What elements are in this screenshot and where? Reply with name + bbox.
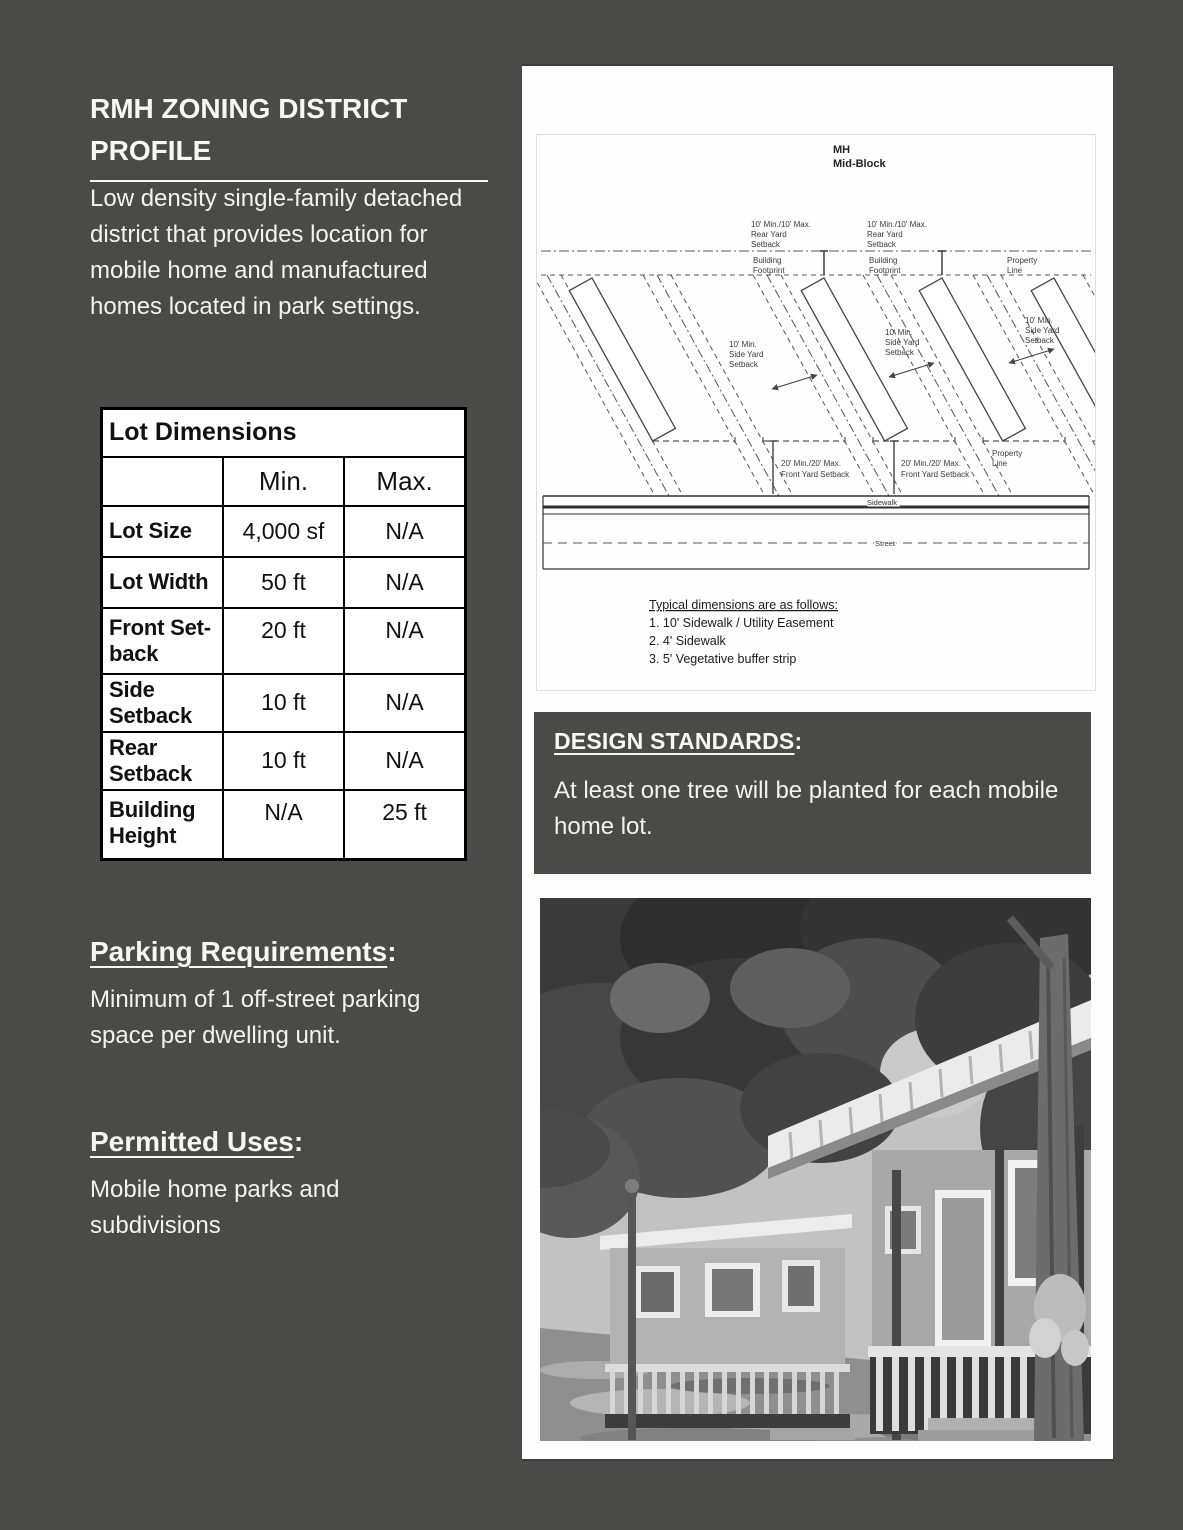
zoning-diagram — [536, 134, 1096, 691]
design-standards-box — [534, 712, 1091, 874]
table-row — [102, 506, 466, 557]
svg-text:Setback: Setback — [885, 348, 914, 357]
page-title-line1: RMH ZONING DISTRICT — [90, 93, 408, 124]
row-min-value: 4,000 sf — [223, 506, 344, 557]
row-max-value: N/A — [344, 674, 465, 732]
design-standards-body: At least one tree will be planted for each mobile home lot. — [554, 777, 1059, 840]
row-label: Lot Width — [102, 557, 223, 608]
property-line-label — [992, 449, 1022, 468]
mid-block-diagram-svg — [537, 135, 1095, 688]
row-label: Front Set-back — [102, 608, 223, 674]
notes-heading: Typical dimensions are as follows: — [649, 598, 838, 612]
mobile-homes-photo-svg — [540, 898, 1091, 1441]
mobile-homes-photo — [540, 898, 1091, 1441]
col-header-min: Min. — [223, 457, 344, 506]
design-heading-text: DESIGN STANDARDS — [554, 728, 795, 754]
note-item: 3. 5' Vegetative buffer strip — [649, 652, 797, 666]
svg-text:Footprint: Footprint — [753, 266, 785, 275]
table-row — [102, 608, 466, 674]
row-max-value: 25 ft — [344, 790, 465, 860]
side-yard-setback-label — [729, 340, 763, 369]
side-yard-setback-label — [885, 328, 919, 357]
front-yard-setback-label — [901, 459, 970, 479]
svg-text:Setback: Setback — [729, 360, 758, 369]
table-row — [102, 674, 466, 732]
svg-text:Rear Yard: Rear Yard — [751, 230, 787, 239]
parking-heading-colon: : — [387, 936, 397, 967]
design-standards-heading — [554, 728, 1071, 755]
diagram-title-line1: MH — [833, 144, 851, 156]
svg-text:10' Min.: 10' Min. — [729, 340, 757, 349]
row-max-value: N/A — [344, 557, 465, 608]
svg-text:Property: Property — [1007, 256, 1038, 265]
table-corner-cell — [102, 457, 223, 506]
building-footprint-label — [869, 256, 901, 275]
table-row — [102, 557, 466, 608]
row-label: Lot Size — [102, 506, 223, 557]
permitted-heading-colon: : — [293, 1126, 304, 1157]
permitted-uses-heading — [90, 1126, 303, 1158]
parking-requirements-heading — [90, 936, 397, 968]
svg-text:Footprint: Footprint — [869, 266, 901, 275]
svg-text:Setback: Setback — [1025, 336, 1054, 345]
table-row — [102, 790, 466, 860]
row-min-value: N/A — [223, 790, 344, 860]
page-title — [90, 88, 488, 182]
svg-text:Rear Yard: Rear Yard — [867, 230, 903, 239]
row-min-value: 20 ft — [223, 608, 344, 674]
svg-text:Side Yard: Side Yard — [729, 350, 764, 359]
street-label: Street — [875, 539, 896, 548]
district-description: Low density single-family detached district that provides location for mobile home and manufactured homes located in park settings. — [90, 185, 463, 320]
row-label: Building Height — [102, 790, 223, 860]
note-item: 1. 10' Sidewalk / Utility Easement — [649, 616, 834, 630]
permitted-uses-body: Mobile home parks and subdivisions — [90, 1176, 340, 1239]
row-min-value: 50 ft — [223, 557, 344, 608]
svg-text:Property: Property — [992, 449, 1023, 458]
row-label: Side Setback — [102, 674, 223, 732]
right-panel — [522, 64, 1113, 1461]
svg-text:10' Min.: 10' Min. — [885, 328, 913, 337]
table-row — [102, 732, 466, 790]
svg-text:Side Yard: Side Yard — [885, 338, 920, 347]
svg-text:Building: Building — [753, 256, 782, 265]
row-max-value: N/A — [344, 506, 465, 557]
svg-text:Front Yard Setback: Front Yard Setback — [781, 470, 850, 479]
col-header-max: Max. — [344, 457, 465, 506]
table-title: Lot Dimensions — [102, 409, 466, 457]
rear-yard-setback-label — [751, 220, 811, 249]
svg-text:10' Min./10' Max.: 10' Min./10' Max. — [751, 220, 811, 229]
svg-text:10' Min.: 10' Min. — [1025, 316, 1053, 325]
svg-text:Setback: Setback — [867, 240, 896, 249]
sidewalk-street — [543, 496, 1089, 569]
sidewalk-label: Sidewalk — [867, 498, 898, 507]
permitted-heading-text: Permitted Uses — [90, 1126, 294, 1157]
rear-yard-setback-label — [867, 220, 927, 249]
row-min-value: 10 ft — [223, 732, 344, 790]
row-label: Rear Setback — [102, 732, 223, 790]
svg-text:Setback: Setback — [751, 240, 780, 249]
row-min-value: 10 ft — [223, 674, 344, 732]
note-item: 2. 4' Sidewalk — [649, 634, 726, 648]
svg-text:Front Yard Setback: Front Yard Setback — [901, 470, 970, 479]
svg-text:20' Min./20' Max.: 20' Min./20' Max. — [781, 459, 841, 468]
property-line-label — [1007, 256, 1037, 275]
page-title-line2: PROFILE — [90, 135, 212, 166]
diagram-title-line2: Mid-Block — [833, 158, 886, 170]
design-heading-colon: : — [794, 728, 803, 754]
svg-text:20' Min./20' Max.: 20' Min./20' Max. — [901, 459, 961, 468]
front-yard-setback-label — [781, 459, 850, 479]
row-max-value: N/A — [344, 732, 465, 790]
parking-heading-text: Parking Requirements — [90, 936, 388, 967]
building-footprint-label — [753, 256, 785, 275]
svg-text:Building: Building — [869, 256, 898, 265]
svg-text:Side Yard: Side Yard — [1025, 326, 1060, 335]
svg-text:Line: Line — [1007, 266, 1023, 275]
parking-requirements-body: Minimum of 1 off-street parking space per dwelling unit. — [90, 986, 421, 1049]
svg-text:Line: Line — [992, 459, 1008, 468]
typical-dimensions-notes — [649, 598, 838, 666]
svg-text:10' Min./10' Max.: 10' Min./10' Max. — [867, 220, 927, 229]
lot-dimensions-table — [100, 407, 467, 861]
row-max-value: N/A — [344, 608, 465, 674]
